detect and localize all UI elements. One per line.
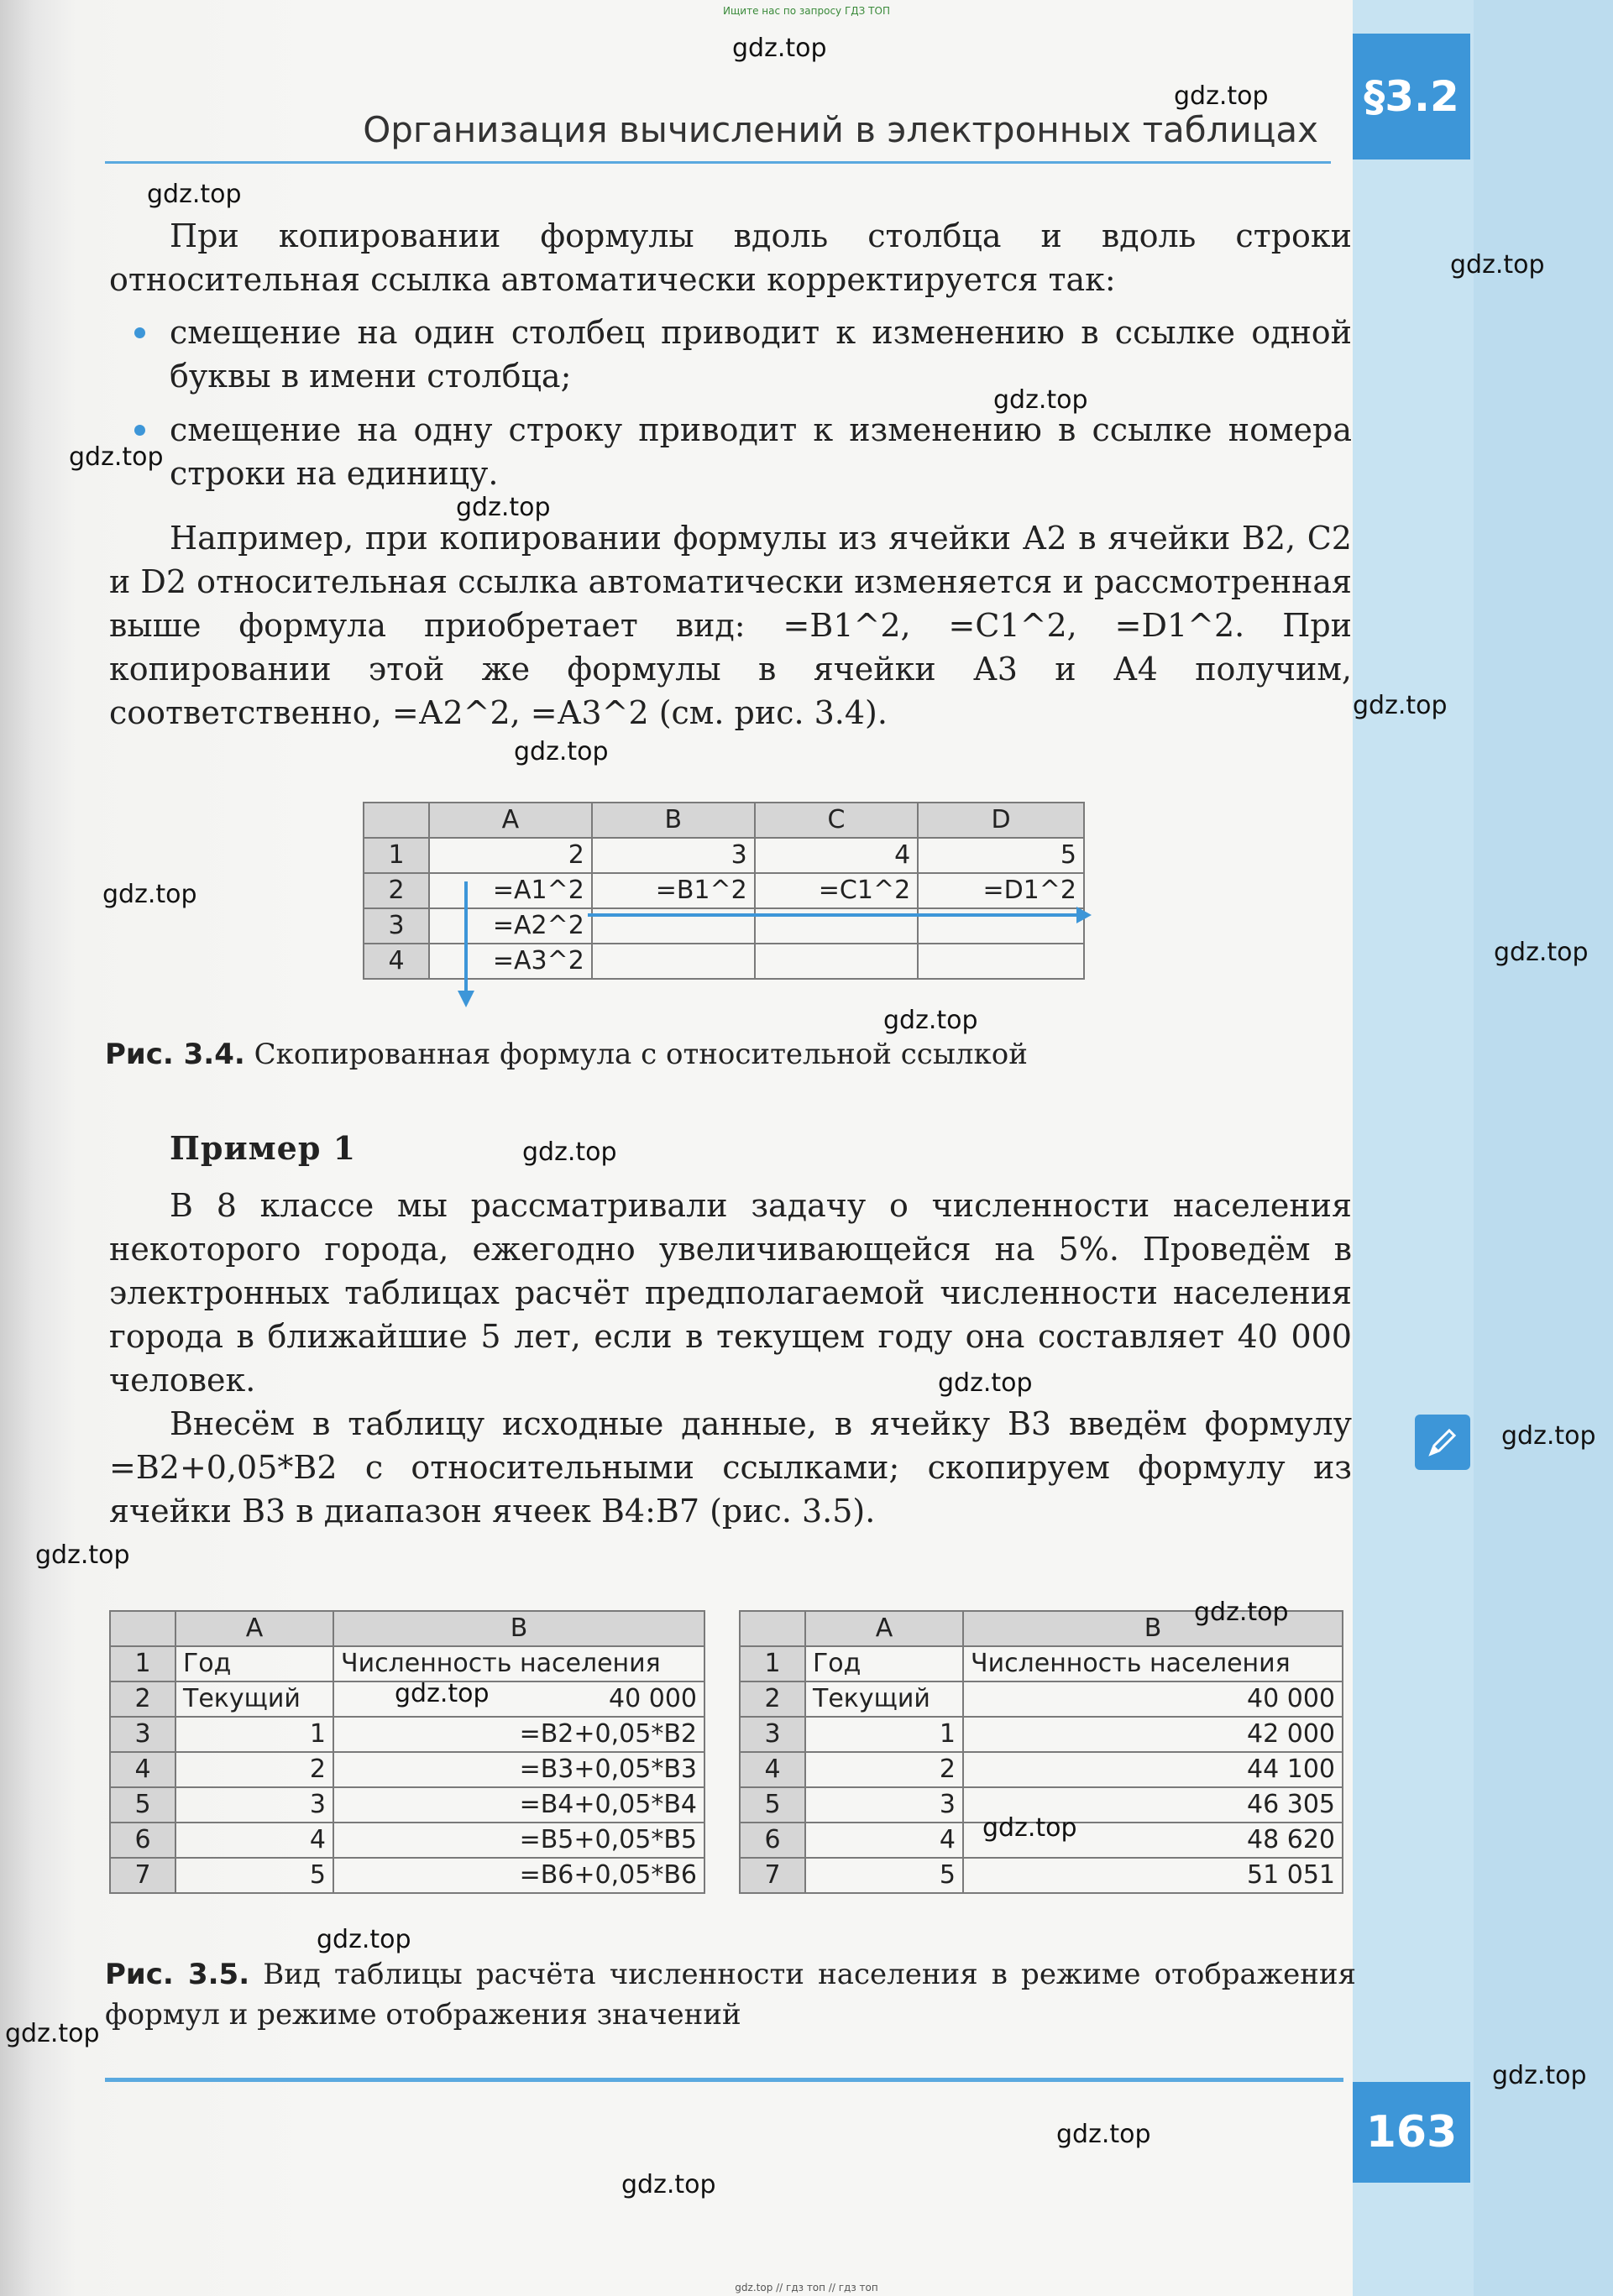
- cell: 44 100: [963, 1752, 1343, 1787]
- row-number: 3: [364, 908, 429, 944]
- figure-3-5-caption: [105, 1954, 1356, 2035]
- down-arrow-head-icon: [458, 991, 474, 1007]
- section-tab: §3.2: [1353, 34, 1470, 160]
- column-header: B: [963, 1611, 1343, 1646]
- watermark: gdz.top: [883, 1006, 978, 1035]
- caption-label: Рис. 3.4.: [105, 1038, 245, 1071]
- cell: =C1^2: [755, 873, 918, 908]
- example1-paragraph-1: В 8 классе мы рассматривали задачу о численности населения некоторого города, ежегодно увеличивающейся на 5%. Проведём в электронных таблицах расчёт предполагаемой численности населения города в ближайшие 5 лет, если в текущем году она составляет 40 000 человек.: [109, 1187, 1352, 1399]
- column-header: A: [805, 1611, 963, 1646]
- bullet-text: смещение на один столбец приводит к изменению в ссылке одной буквы в имени столбца;: [170, 314, 1352, 395]
- column-header: A: [175, 1611, 333, 1646]
- row-number: 6: [110, 1823, 175, 1858]
- corner-cell: [740, 1611, 805, 1646]
- figure-3-4-caption: [105, 1034, 1356, 1075]
- cell: 3: [175, 1787, 333, 1823]
- cell: 4: [175, 1823, 333, 1858]
- example-paragraph: Например, при копировании формулы из ячейки А2 в ячейки В2, С2 и D2 относительная ссылка автоматически изменяется и рассмотренная выше формула приобретает вид: =В1^2, =С1^2, =D1^2. При копировании этой же формулы в ячейки А3 и А4 получим, соответственно, =А2^2, =А3^2 (см. рис. 3.4).: [109, 520, 1352, 731]
- watermark: gdz.top: [732, 34, 827, 63]
- watermark: gdz.top: [938, 1368, 1033, 1398]
- watermark: gdz.top: [147, 180, 242, 209]
- row-number: 1: [364, 838, 429, 873]
- cell: =A1^2: [429, 873, 592, 908]
- cell: 2: [805, 1752, 963, 1787]
- watermark: gdz.top: [522, 1138, 617, 1167]
- bullet-text: смещение на одну строку приводит к изменению в ссылке номера строки на единицу.: [170, 411, 1352, 492]
- row-number: 7: [110, 1858, 175, 1893]
- cell: 4: [755, 838, 918, 873]
- cell: 1: [805, 1717, 963, 1752]
- row-number: 3: [110, 1717, 175, 1752]
- cell: 1: [175, 1717, 333, 1752]
- cell: 5: [918, 838, 1084, 873]
- cell: Год: [805, 1646, 963, 1681]
- watermark: gdz.top: [317, 1925, 411, 1954]
- watermark: gdz.top: [982, 1813, 1077, 1843]
- page-header-title: Организация вычислений в электронных таблицах: [363, 109, 1318, 150]
- watermark: gdz.top: [1492, 2061, 1587, 2090]
- watermark: gdz.top: [514, 737, 609, 766]
- row-number: 2: [740, 1681, 805, 1717]
- cell: Текущий: [805, 1681, 963, 1717]
- caption-text: Скопированная формула с относительной ссылкой: [254, 1038, 1028, 1071]
- figure-3-5-values-table: [739, 1610, 1343, 1894]
- watermark: gdz.top: [102, 880, 197, 909]
- watermark: gdz.top: [1174, 81, 1269, 111]
- row-number: 3: [740, 1717, 805, 1752]
- watermark: gdz.top: [1494, 938, 1589, 967]
- cell: 3: [805, 1787, 963, 1823]
- cell: =B2+0,05*B2: [333, 1717, 704, 1752]
- cell: 5: [175, 1858, 333, 1893]
- cell: =A3^2: [429, 944, 592, 979]
- watermark: gdz.top: [1353, 691, 1448, 720]
- watermark: gdz.top: [69, 442, 164, 472]
- watermark: gdz.top: [621, 2170, 716, 2199]
- watermark: gdz.top: [395, 1679, 490, 1708]
- cell: Численность населения: [333, 1646, 704, 1681]
- cell: 40 000: [963, 1681, 1343, 1717]
- cell: =A2^2: [429, 908, 592, 944]
- cell: 3: [592, 838, 755, 873]
- cell: 48 620: [963, 1823, 1343, 1858]
- row-number: 6: [740, 1823, 805, 1858]
- row-number: 7: [740, 1858, 805, 1893]
- cell: =D1^2: [918, 873, 1084, 908]
- row-number: 1: [740, 1646, 805, 1681]
- intro-paragraph: При копировании формулы вдоль столбца и вдоль строки относительная ссылка автоматически корректируется так:: [109, 217, 1352, 298]
- cell: Год: [175, 1646, 333, 1681]
- footer-rule: [105, 2078, 1343, 2082]
- figure-3-5-formulas-table: [109, 1610, 705, 1894]
- cell: Текущий: [175, 1681, 333, 1717]
- cell: 46 305: [963, 1787, 1343, 1823]
- row-number: 5: [740, 1787, 805, 1823]
- watermark: gdz.top: [993, 385, 1088, 415]
- right-arrow-head-icon: [1076, 907, 1092, 923]
- row-number: 4: [110, 1752, 175, 1787]
- row-number: 1: [110, 1646, 175, 1681]
- cell: 2: [175, 1752, 333, 1787]
- page-number: 163: [1353, 2082, 1470, 2183]
- cell: 51 051: [963, 1858, 1343, 1893]
- row-number: 2: [110, 1681, 175, 1717]
- cell: =B1^2: [592, 873, 755, 908]
- cell: =B4+0,05*B4: [333, 1787, 704, 1823]
- column-header: C: [755, 803, 918, 838]
- cell: 40 000: [333, 1681, 704, 1717]
- bottom-note: gdz.top // гдз топ // гдз топ: [735, 2282, 878, 2293]
- column-header: B: [333, 1611, 704, 1646]
- row-number: 4: [740, 1752, 805, 1787]
- watermark: gdz.top: [5, 2019, 100, 2048]
- watermark: gdz.top: [35, 1540, 130, 1570]
- cell: =B5+0,05*B5: [333, 1823, 704, 1858]
- example-heading: Пример 1: [170, 1129, 357, 1167]
- cell: 4: [805, 1823, 963, 1858]
- watermark: gdz.top: [1501, 1421, 1596, 1451]
- cell: Численность населения: [963, 1646, 1343, 1681]
- cell: 42 000: [963, 1717, 1343, 1752]
- top-note: Ищите нас по запросу ГДЗ ТОП: [723, 5, 890, 17]
- row-number: 4: [364, 944, 429, 979]
- watermark: gdz.top: [1056, 2120, 1151, 2149]
- cell: 5: [805, 1858, 963, 1893]
- cell: =B3+0,05*B3: [333, 1752, 704, 1787]
- corner-cell: [110, 1611, 175, 1646]
- pencil-icon: [1415, 1415, 1470, 1470]
- caption-text: Вид таблицы расчёта численности населения в режиме отображения формул и режиме отображения значений: [105, 1958, 1357, 2032]
- cell: 2: [429, 838, 592, 873]
- watermark: gdz.top: [456, 493, 551, 522]
- watermark: gdz.top: [1450, 250, 1545, 280]
- column-header: D: [918, 803, 1084, 838]
- cell: =B6+0,05*B6: [333, 1858, 704, 1893]
- example1-paragraph-2: Внесём в таблицу исходные данные, в ячейку В3 введём формулу =В2+0,05*В2 с относительными ссылками; скопируем формулу из ячейки В3 в диапазон ячеек В4:В7 (рис. 3.5).: [109, 1405, 1352, 1530]
- row-number: 5: [110, 1787, 175, 1823]
- column-header: A: [429, 803, 592, 838]
- watermark: gdz.top: [1194, 1598, 1289, 1627]
- caption-label: Рис. 3.5.: [105, 1958, 250, 1991]
- row-number: 2: [364, 873, 429, 908]
- column-header: B: [592, 803, 755, 838]
